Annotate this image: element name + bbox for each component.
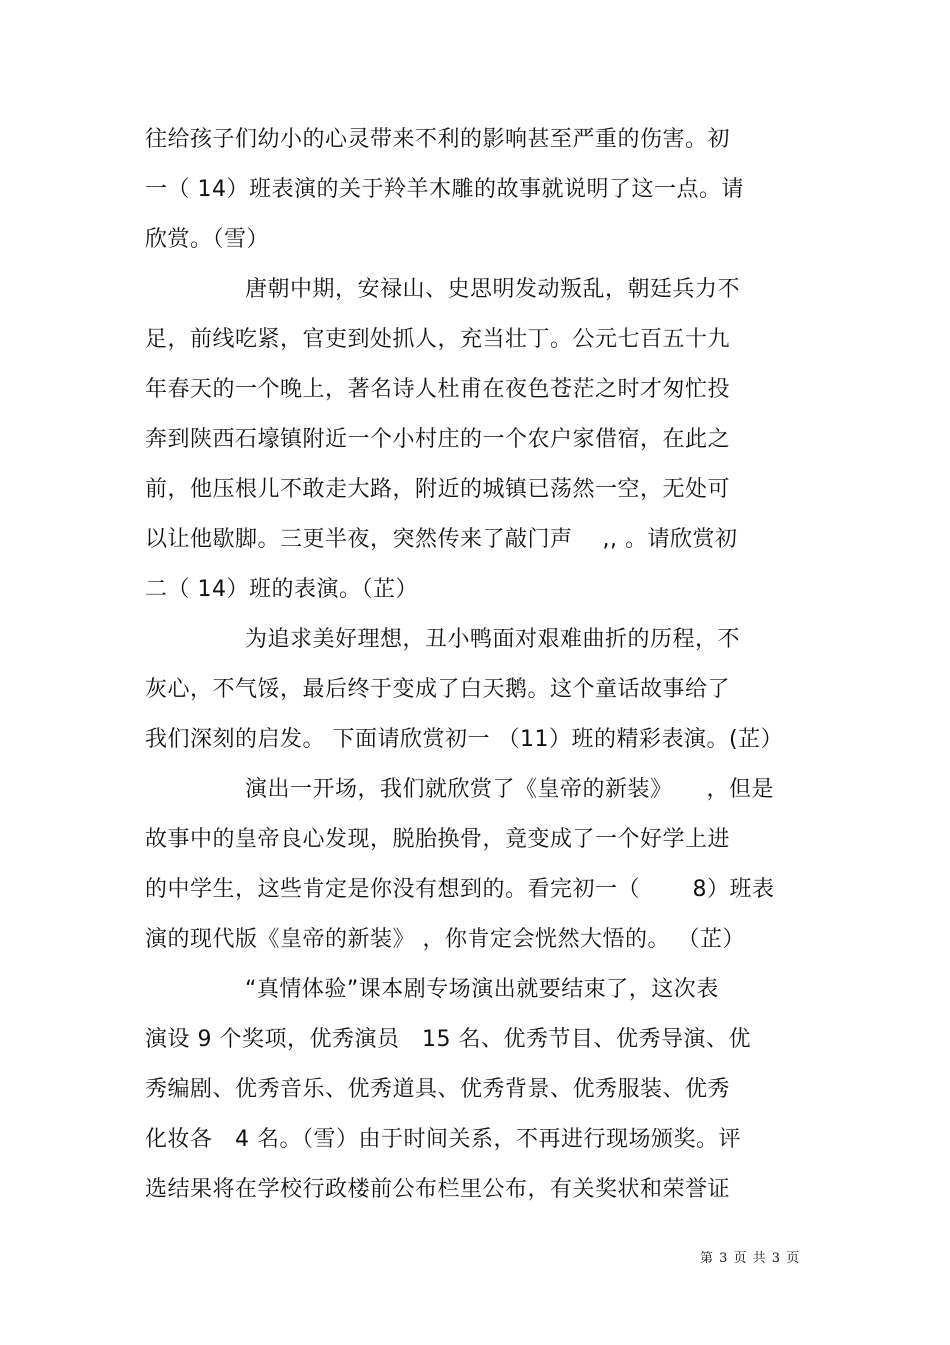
- text-line: 年春天的一个晚上，著名诗人杜甫在夜色苍茫之时才匆忙投: [145, 377, 731, 402]
- text-line: 以让他歇脚。三更半夜，突然传来了敲门声 ,, 。请欣赏初: [145, 527, 738, 552]
- text-line: 故事中的皇帝良心发现，脱胎换骨，竟变成了一个好学上进: [145, 827, 731, 852]
- paragraph-start: 演出一开场，我们就欣赏了《皇帝的新装》 ，但是: [245, 777, 775, 802]
- text-line: 选结果将在学校行政楼前公布栏里公布，有关奖状和荣誉证: [145, 1177, 731, 1202]
- paragraph-start: “真情体验”课本剧专场演出就要结束了，这次表: [245, 977, 719, 1002]
- text-line: 演的现代版《皇帝的新装》 ，你肯定会恍然大悟的。 （芷）: [145, 927, 745, 952]
- paragraph-start: 唐朝中期，安禄山、史思明发动叛乱，朝廷兵力不: [245, 277, 741, 302]
- text-line: 往给孩子们幼小的心灵带来不利的影响甚至严重的伤害。初: [145, 127, 731, 152]
- text-line: 灰心，不气馁，最后终于变成了白天鹅。这个童话故事给了: [145, 677, 731, 702]
- text-line: 足，前线吃紧，官吏到处抓人，充当壮丁。公元七百五十九: [145, 327, 731, 352]
- text-line: 我们深刻的启发。 下面请欣赏初一 （11）班的精彩表演。(芷）: [145, 727, 784, 752]
- text-line: 前，他压根儿不敢走大路，附近的城镇已荡然一空，无处可: [145, 477, 731, 502]
- text-line: 二（ 14）班的表演。（芷）: [145, 577, 418, 602]
- text-line: 秀编剧、优秀音乐、优秀道具、优秀背景、优秀服装、优秀: [145, 1077, 731, 1102]
- text-line: 化妆各 4 名。（雪）由于时间关系，不再进行现场颁奖。评: [145, 1127, 741, 1152]
- text-line: 演设 9 个奖项，优秀演员 15 名、优秀节目、优秀导演、优: [145, 1027, 751, 1052]
- paragraph-start: 为追求美好理想，丑小鸭面对艰难曲折的历程，不: [245, 627, 741, 652]
- text-line: 的中学生，这些肯定是你没有想到的。看完初一（ 8）班表: [145, 877, 775, 902]
- text-line: 一（ 14）班表演的关于羚羊木雕的故事就说明了这一点。请: [145, 177, 744, 202]
- text-line: 欣赏。（雪）: [145, 227, 270, 252]
- page-number: 第 3 页 共 3 页: [700, 1251, 801, 1266]
- text-line: 奔到陕西石壕镇附近一个小村庄的一个农户家借宿，在此之: [145, 427, 731, 452]
